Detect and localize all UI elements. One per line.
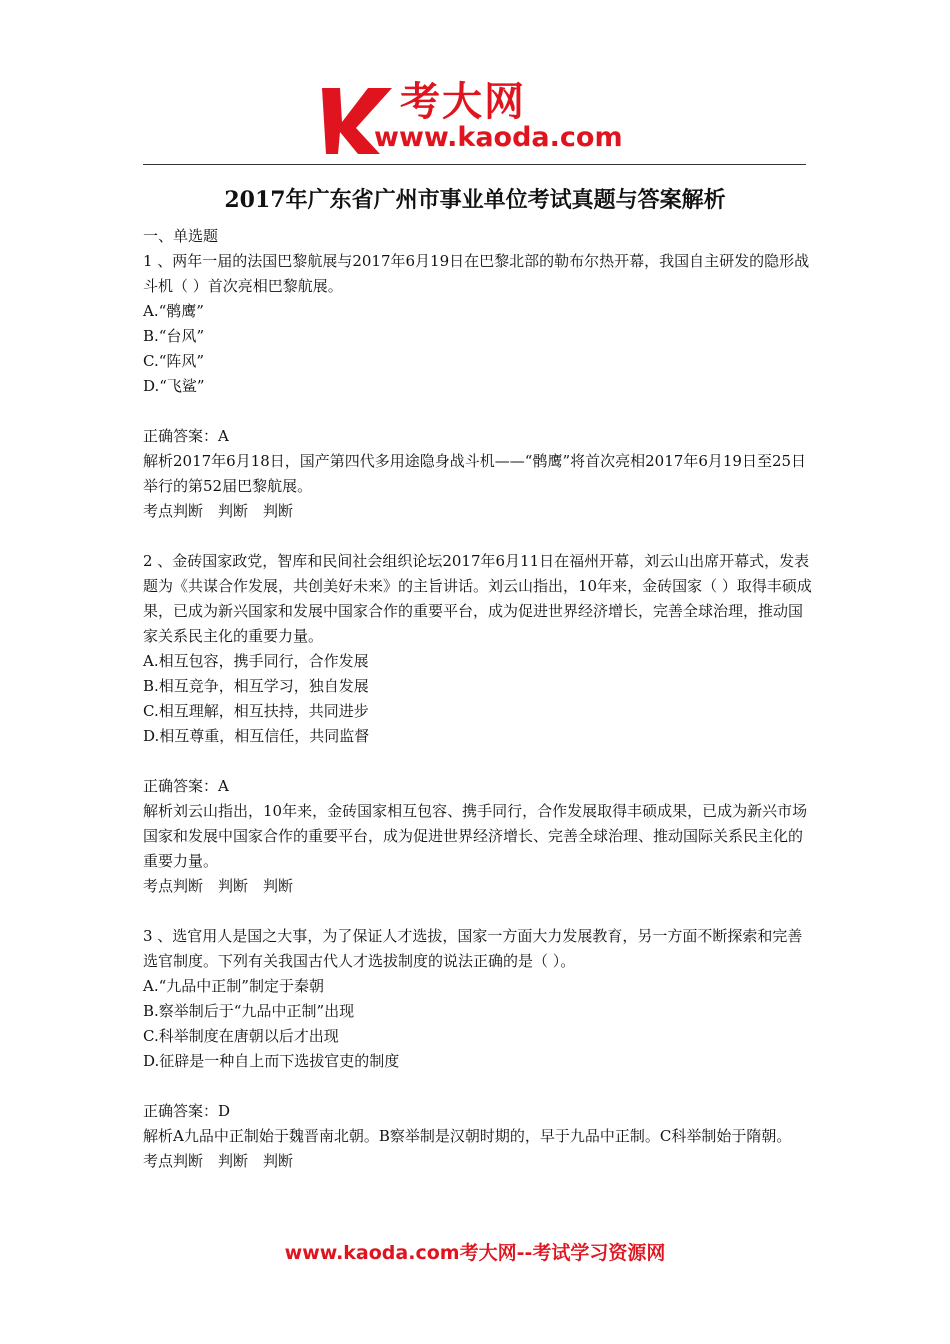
analysis-text: 解析A九品中正制始于魏晋南北朝。B察举制是汉朝时期的，早于九品中正制。C科举制始于隋朝。	[143, 1127, 792, 1145]
question-block	[143, 549, 813, 899]
option-a: A.“鹘鹰”	[143, 302, 204, 320]
logo-chinese-text: 考大网	[400, 79, 526, 125]
question-block	[143, 924, 813, 1174]
question-stem: 2 、金砖国家政党，智库和民间社会组织论坛2017年6月11日在福州开幕，刘云山出席开幕式，发表题为《共谋合作发展，共创美好未来》的主旨讲话。刘云山指出，10年来，金砖国家（ ）取得丰硕成果，已成为新兴国家和发展中国家合作的重要平台，成为促进世界经济增长，完善全球治理，推动国家关系民主化的重要力量。	[143, 552, 812, 645]
option-b: B.“台风”	[143, 327, 205, 345]
option-d: D.征辟是一种自上而下选拔官吏的制度	[143, 1052, 400, 1070]
option-c: C.科举制度在唐朝以后才出现	[143, 1027, 339, 1045]
kaoda-logo	[318, 78, 648, 160]
document-body	[143, 224, 813, 1174]
option-a: A.“九品中正制”制定于秦朝	[143, 977, 324, 995]
answer-line: 正确答案：D	[143, 1102, 231, 1120]
question-block	[143, 249, 813, 524]
section-heading: 一、单选题	[143, 227, 219, 245]
option-c: C.相互理解，相互扶持，共同进步	[143, 702, 369, 720]
option-a: A.相互包容，携手同行，合作发展	[143, 652, 369, 670]
answer-line: 正确答案：A	[143, 777, 229, 795]
points-line: 考点判断 判断 判断	[143, 1152, 294, 1170]
option-b: B.相互竞争，相互学习，独自发展	[143, 677, 369, 695]
option-d: D.相互尊重，相互信任，共同监督	[143, 727, 370, 745]
footer-link[interactable]: www.kaoda.com考大网--考试学习资源网	[284, 1242, 666, 1264]
option-b: B.察举制后于“九品中正制”出现	[143, 1002, 355, 1020]
question-stem: 3 、选官用人是国之大事，为了保证人才选拔，国家一方面大力发展教育，另一方面不断探索和完善选官制度。下列有关我国古代人才选拔制度的说法正确的是（ ）。	[143, 927, 803, 970]
header-divider	[143, 164, 806, 165]
option-d: D.“飞鲨”	[143, 377, 205, 395]
analysis-text: 解析2017年6月18日，国产第四代多用途隐身战斗机——“鹘鹰”将首次亮相2017年6月19日至25日举行的第52届巴黎航展。	[143, 452, 807, 495]
points-line: 考点判断 判断 判断	[143, 877, 294, 895]
question-stem: 1 、两年一届的法国巴黎航展与2017年6月19日在巴黎北部的勒布尔热开幕，我国自主研发的隐形战斗机（ ）首次亮相巴黎航展。	[143, 252, 810, 295]
answer-line: 正确答案：A	[143, 427, 229, 445]
analysis-text: 解析刘云山指出，10年来，金砖国家相互包容、携手同行，合作发展取得丰硕成果，已成为新兴市场国家和发展中国家合作的重要平台，成为促进世界经济增长、完善全球治理、推动国际关系民主化的重要力量。	[143, 802, 808, 870]
logo-url-text: www.kaoda.com	[374, 122, 623, 153]
points-line: 考点判断 判断 判断	[143, 502, 294, 520]
page-title: 2017年广东省广州市事业单位考试真题与答案解析	[224, 187, 726, 213]
option-c: C.“阵风”	[143, 352, 205, 370]
